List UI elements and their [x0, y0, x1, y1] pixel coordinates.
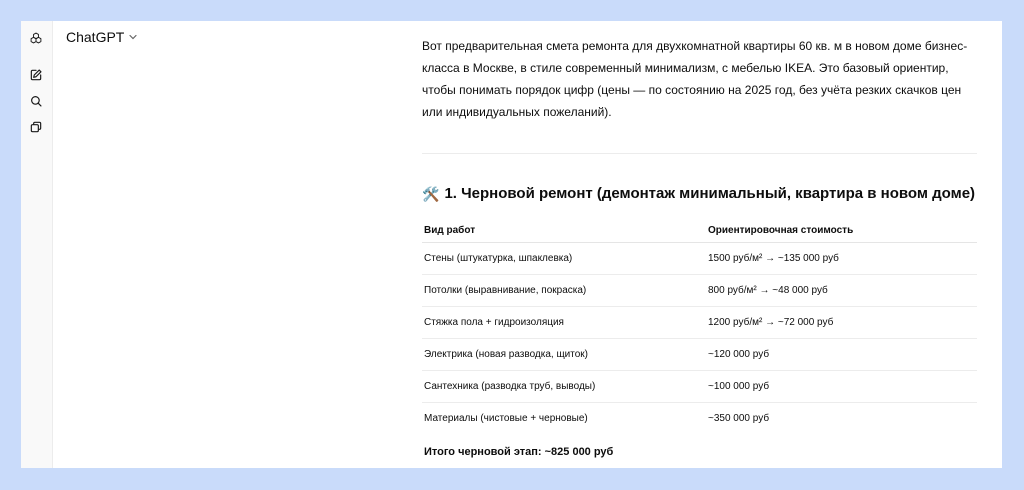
intro-paragraph: Вот предварительная смета ремонта для двухкомнатной квартиры 60 кв. м в новом доме бизнес-класса в Москве, в стиле современный минимализм, с мебелью IKEA. Это базовый ориентир, чтобы понимать порядок цифр (цены — по состоянию на 2025 год, без учёта резких скачков цен или индивидуальных пожеланий).	[422, 39, 968, 119]
cost-table	[422, 212, 977, 434]
table-row	[422, 339, 977, 371]
work-cell: Стяжка пола + гидроизоляция	[422, 307, 706, 339]
table-row	[422, 275, 977, 307]
search-icon[interactable]	[27, 92, 45, 110]
work-cell: Материалы (чистовые + черновые)	[424, 413, 588, 424]
cost-cell: 1200 руб/м² → ~72 000 руб	[706, 307, 977, 339]
column-header-cost: Ориентировочная стоимость	[706, 212, 977, 243]
cost-cell: 800 руб/м² → ~48 000 руб	[706, 275, 977, 307]
new-chat-icon[interactable]	[27, 66, 45, 84]
section-title: 1. Черновой ремонт (демонтаж минимальный, квартира в новом доме)	[444, 185, 976, 202]
openai-logo-icon[interactable]	[27, 29, 45, 47]
assistant-message	[422, 35, 977, 458]
model-selector[interactable]	[66, 29, 138, 45]
work-cell: Стены (штукатурка, шпаклевка)	[422, 243, 706, 275]
work-cell: Сантехника (разводка труб, выводы)	[422, 371, 706, 403]
table-row	[422, 403, 977, 435]
stage-total: Итого черновой этап: ~825 000 руб	[424, 446, 614, 458]
divider	[422, 153, 977, 154]
sidebar-rail	[21, 21, 53, 468]
model-label: ChatGPT	[66, 29, 125, 45]
section-heading	[422, 185, 977, 203]
table-row	[422, 243, 977, 275]
cost-cell: ~120 000 руб	[706, 339, 977, 371]
library-icon[interactable]	[27, 118, 45, 136]
cost-cell: 1500 руб/м² → ~135 000 руб	[706, 243, 977, 275]
cost-cell: ~350 000 руб	[708, 413, 770, 424]
chat-window	[21, 21, 1002, 468]
tools-icon: 🛠️	[422, 186, 440, 202]
table-row	[422, 307, 977, 339]
column-header-work: Вид работ	[422, 212, 706, 243]
table-header-row	[422, 212, 977, 243]
chevron-down-icon	[128, 32, 138, 42]
work-cell: Потолки (выравнивание, покраска)	[422, 275, 706, 307]
table-row	[422, 371, 977, 403]
cost-cell: ~100 000 руб	[706, 371, 977, 403]
work-cell: Электрика (новая разводка, щиток)	[422, 339, 706, 371]
